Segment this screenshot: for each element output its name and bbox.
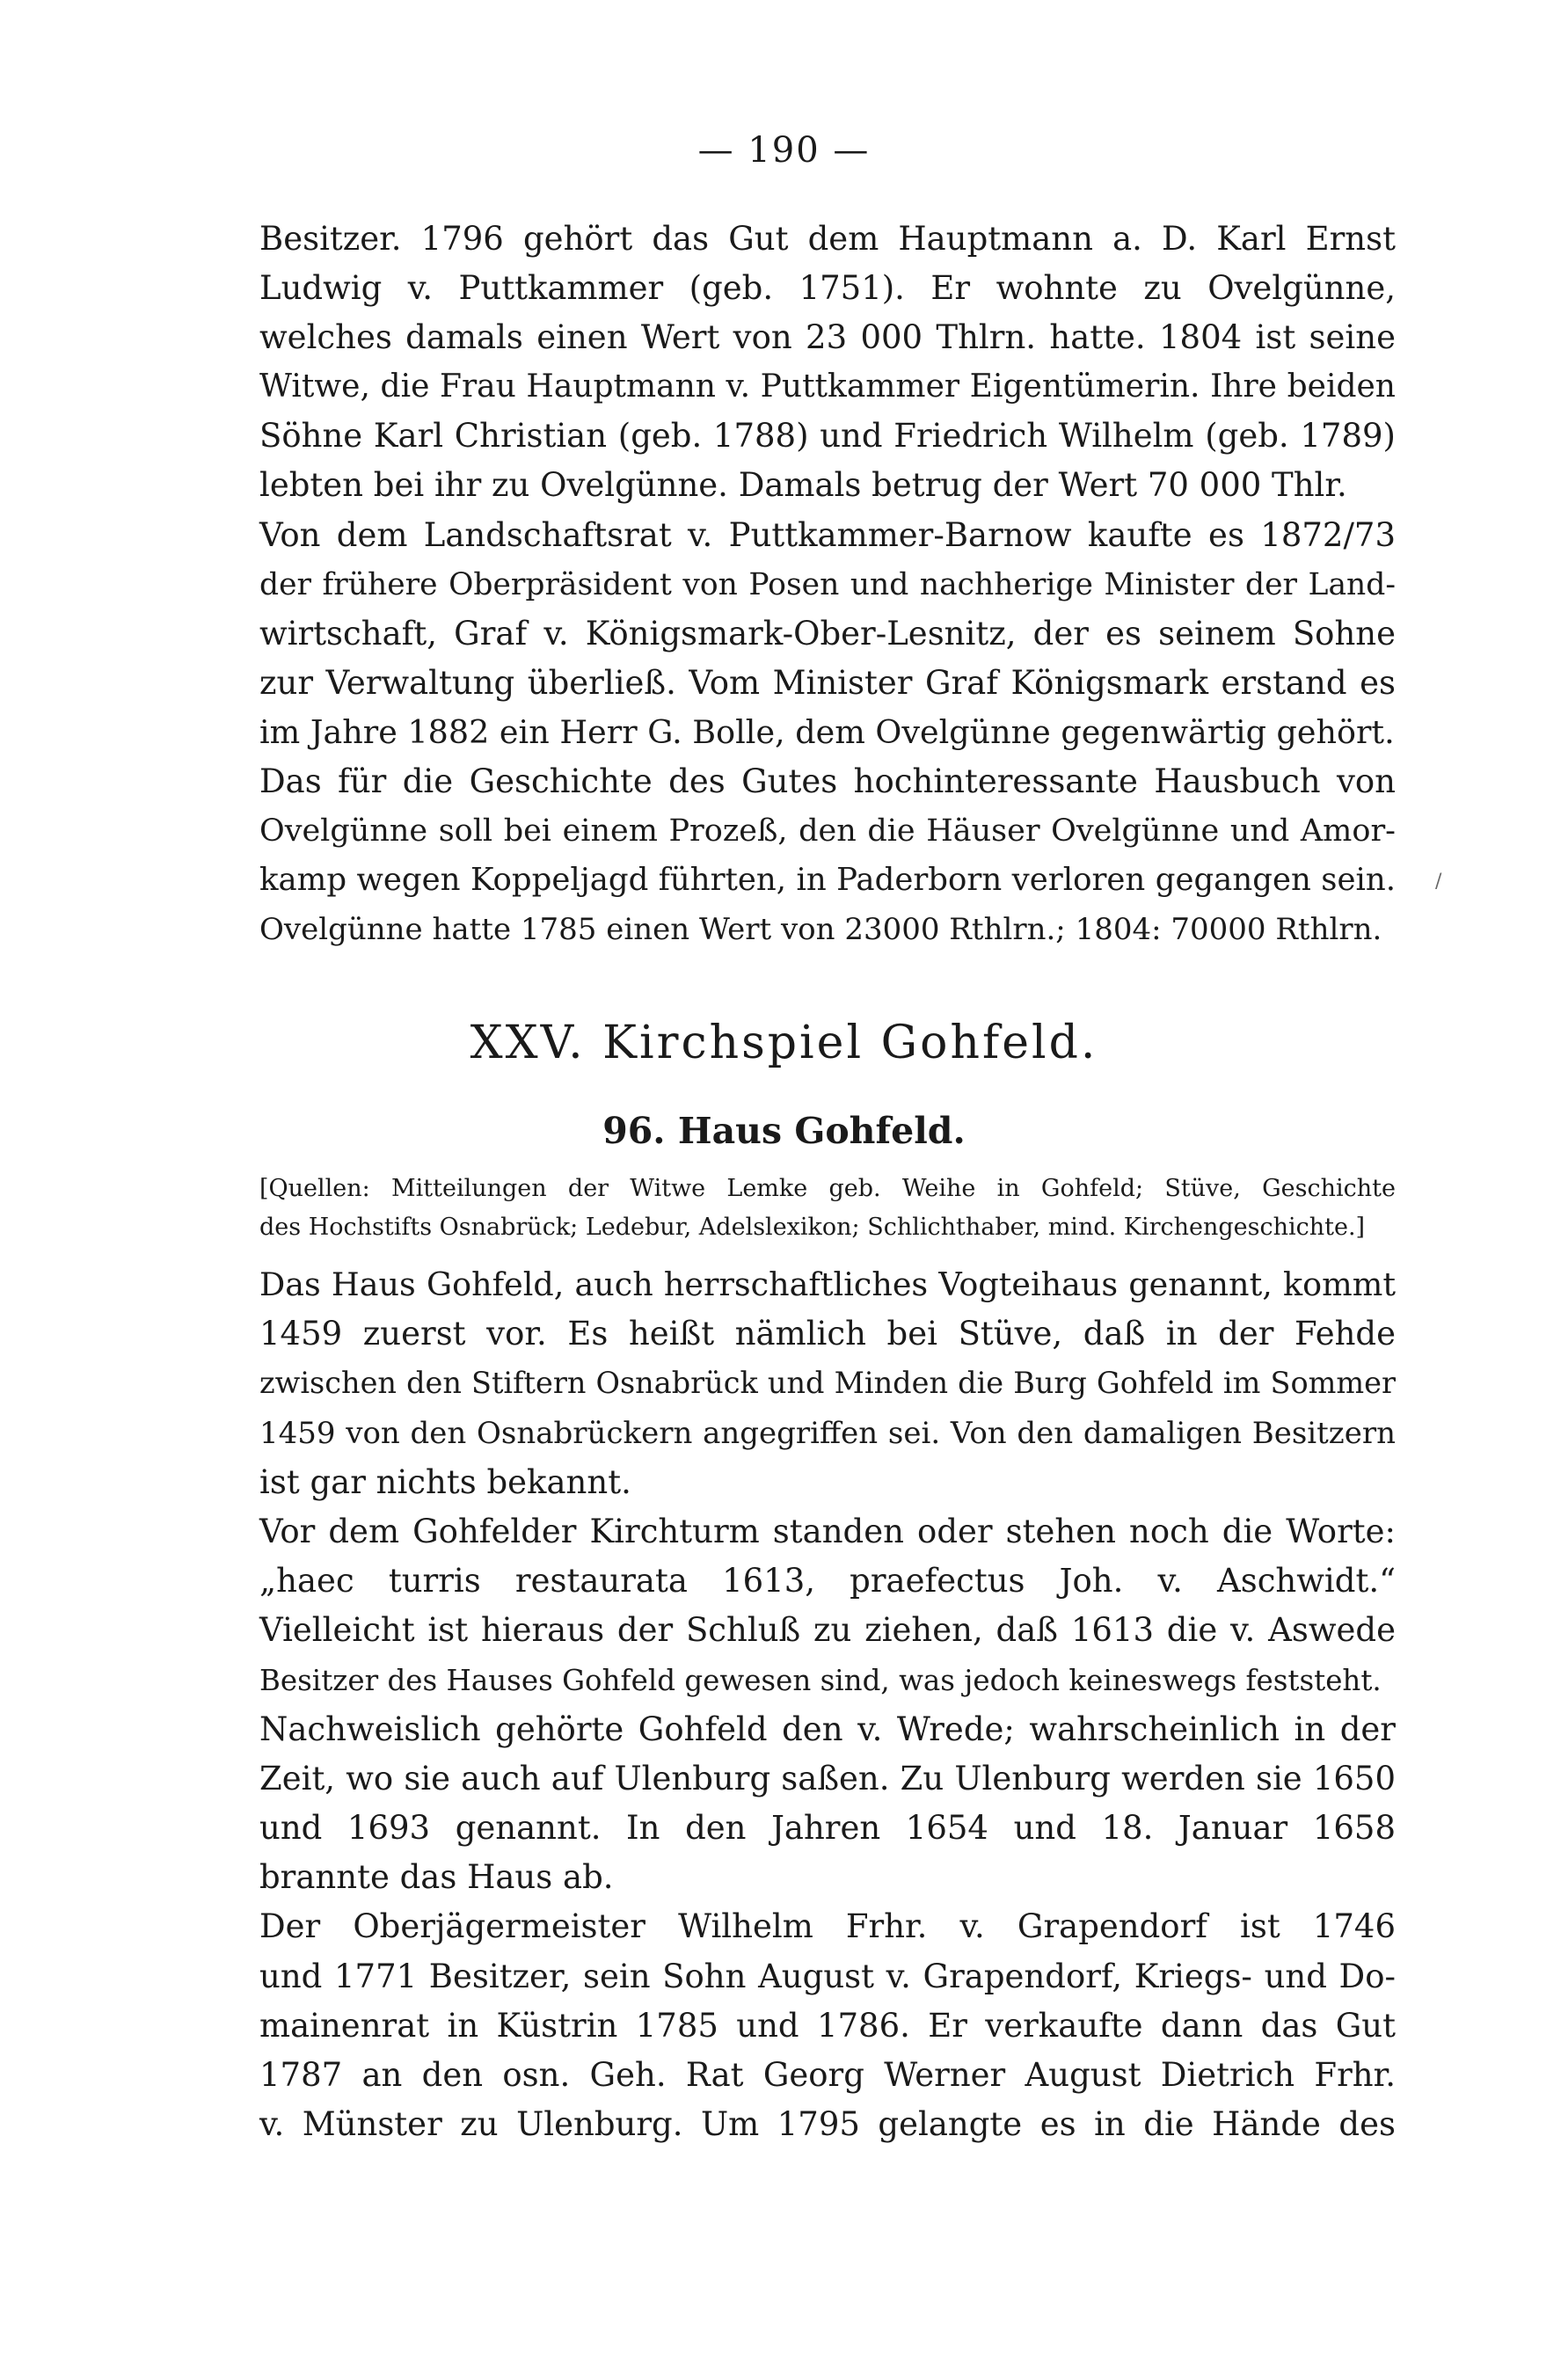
text-line: Vor dem Gohfelder Kirchturm standen oder stehen noch die Worte: bbox=[259, 1512, 1396, 1550]
text-line: Zeit, wo sie auch auf Ulenburg saßen. Zu Ulenburg werden sie 1650 bbox=[259, 1759, 1396, 1797]
text-line: ist gar nichts bekannt. bbox=[259, 1462, 631, 1501]
text-line: Das für die Geschichte des Gutes hochinteressante Hausbuch von bbox=[259, 762, 1396, 801]
text-line: Vielleicht ist hieraus der Schluß zu ziehen, daß 1613 die v. Aswede bbox=[259, 1611, 1396, 1650]
text-line: welches damals einen Wert von 23 000 Thlrn. hatte. 1804 ist seine bbox=[259, 318, 1396, 357]
text-line: brannte das Haus ab. bbox=[259, 1858, 614, 1897]
text-line: im Jahre 1882 ein Herr G. Bolle, dem Ovelgünne gegenwärtig gehört. bbox=[259, 712, 1395, 751]
paragraph-block-top bbox=[259, 215, 1396, 954]
text-line: Söhne Karl Christian (geb. 1788) und Friedrich Wilhelm (geb. 1789) bbox=[259, 417, 1396, 456]
text-line: 1459 von den Osnabrückern angegriffen sei. Von den damaligen Besitzern bbox=[259, 1415, 1396, 1451]
sources-line: [Quellen: Mitteilungen der Witwe Lemke geb. Weihe in Gohfeld; Stüve, Geschichte bbox=[259, 1175, 1396, 1202]
text-line: der frühere Oberpräsident von Posen und nachherige Minister der Land- bbox=[259, 566, 1396, 602]
text-line: Das Haus Gohfeld, auch herrschaftliches Vogteihaus genannt, kommt bbox=[259, 1265, 1396, 1303]
text-line: Besitzer. 1796 gehört das Gut dem Hauptmann a. D. Karl Ernst bbox=[259, 220, 1396, 258]
text-line: 1459 zuerst vor. Es heißt nämlich bei Stüve, daß in der Fehde bbox=[259, 1315, 1396, 1353]
text-line: Besitzer des Hauses Gohfeld gewesen sind, was jedoch keineswegs feststeht. bbox=[259, 1663, 1382, 1697]
sources-note bbox=[259, 1170, 1396, 1247]
text-line: Nachweislich gehörte Gohfeld den v. Wrede; wahrscheinlich in der bbox=[259, 1710, 1396, 1748]
text-line: zwischen den Stiftern Osnabrück und Minden die Burg Gohfeld im Sommer bbox=[259, 1366, 1396, 1401]
text-line: und 1771 Besitzer, sein Sohn August v. Grapendorf, Kriegs- und Do- bbox=[259, 1957, 1396, 1995]
text-line: v. Münster zu Ulenburg. Um 1795 gelangte es in die Hände des bbox=[259, 2105, 1396, 2144]
text-line: Der Oberjägermeister Wilhelm Frhr. v. Grapendorf ist 1746 bbox=[259, 1907, 1396, 1946]
text-line: zur Verwaltung überließ. Vom Minister Graf Königsmark erstand es bbox=[259, 663, 1396, 702]
paragraph-block-body bbox=[259, 1260, 1396, 2149]
text-line: Von dem Landschaftsrat v. Puttkammer-Barnow kaufte es 1872/73 bbox=[259, 515, 1396, 554]
text-line: Ovelgünne soll bei einem Prozeß, den die Häuser Ovelgünne und Amor- bbox=[259, 813, 1396, 849]
text-line: kamp wegen Koppeljagd führten, in Paderborn verloren gegangen sein. bbox=[259, 862, 1396, 899]
text-line: und 1693 genannt. In den Jahren 1654 und 18. Januar 1658 bbox=[259, 1809, 1396, 1848]
sources-line: des Hochstifts Osnabrück; Ledebur, Adelslexikon; Schlichthaber, mind. Kirchengeschichte.] bbox=[259, 1214, 1366, 1241]
text-line: 1787 an den osn. Geh. Rat Georg Werner August Dietrich Frhr. bbox=[259, 2056, 1396, 2094]
margin-mark: / bbox=[1435, 871, 1442, 893]
text-line: „haec turris restaurata 1613, praefectus Joh. v. Aschwidt.“ bbox=[259, 1562, 1396, 1600]
text-line: mainenrat in Küstrin 1785 und 1786. Er verkaufte dann das Gut bbox=[259, 2006, 1396, 2045]
section-heading: 96. Haus Gohfeld. bbox=[602, 1110, 966, 1152]
page-number: — 190 — bbox=[697, 130, 871, 171]
text-line: Witwe, die Frau Hauptmann v. Puttkammer Eigentümerin. Ihre beiden bbox=[259, 368, 1396, 405]
text-line: wirtschaft, Graf v. Königsmark-Ober-Lesnitz, der es seinem Sohne bbox=[259, 614, 1396, 653]
text-line: Ludwig v. Puttkammer (geb. 1751). Er wohnte zu Ovelgünne, bbox=[259, 269, 1396, 308]
chapter-heading: XXV. Kirchspiel Gohfeld. bbox=[470, 1017, 1098, 1069]
text-line: lebten bei ihr zu Ovelgünne. Damals betrug der Wert 70 000 Thlr. bbox=[259, 466, 1347, 505]
text-line: Ovelgünne hatte 1785 einen Wert von 23000 Rthlrn.; 1804: 70000 Rthlrn. bbox=[259, 912, 1382, 948]
